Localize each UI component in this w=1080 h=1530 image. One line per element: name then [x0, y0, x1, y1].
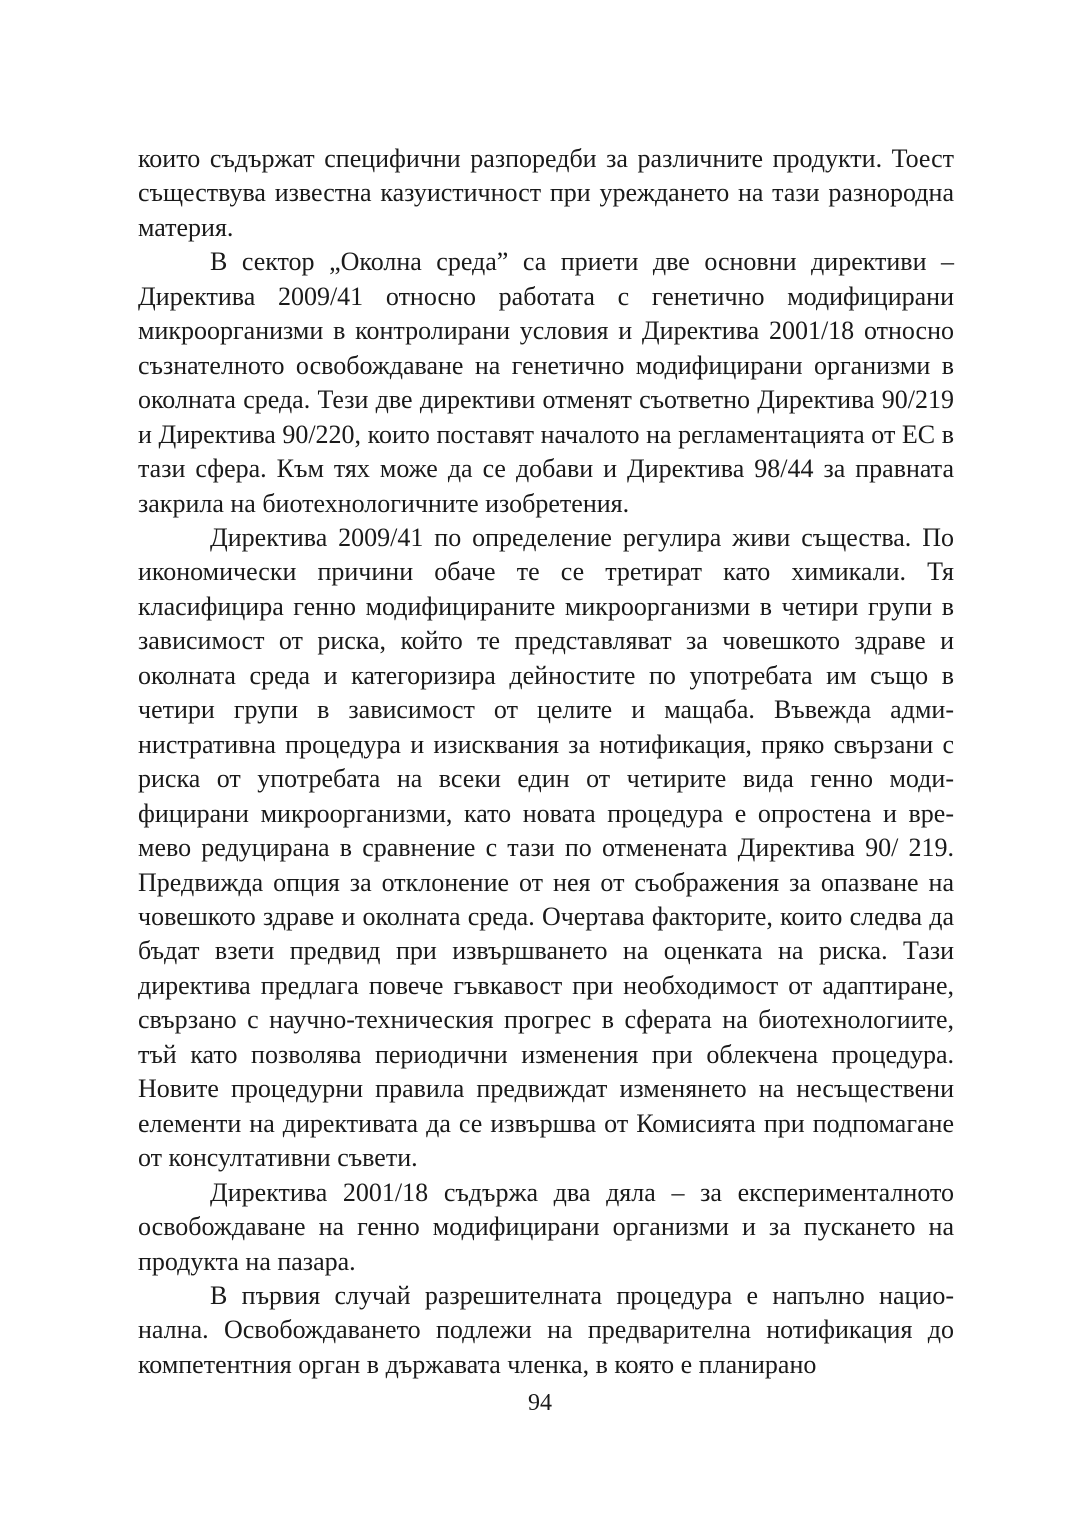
paragraph-first-case: В първия случай разрешителната процедура е напълно национална. Освобождаването подлежи на предварителна нотификация до компетентния орган в държавата членка, в която е планирано	[138, 1280, 954, 1379]
document-body	[138, 142, 954, 1382]
page-number: 94	[528, 1390, 552, 1416]
paragraph-environment-sector: В сектор „Околна среда” са приети две основни директиви – Директива 2009/41 относно работата с генетично модифицирани микроорганизми в контролирани условия и Директива 2001/18 относно съзнателното освобождаване на генетично модифицирани организми в околната среда. Тези две директиви отменят съответно Директива 90/219 и Директива 90/220, които поставят началото на регламентацията от ЕС в тази сфера. Към тях може да се добави и Директива 98/44 за правната закрила на биотехнологичните изобретения.	[138, 247, 954, 518]
paragraph-continuation: които съдържат специфични разпоредби за различните продукти. Тоест съществува известна казуистичност при уреждането на тази разнородна материя.	[138, 144, 954, 242]
paragraph-directive-2001-18: Директива 2001/18 съдържа два дяла – за експерименталното освобождаване на генно модифицирани организми и за пускането на продукта на пазара.	[138, 1177, 954, 1276]
paragraph-directive-2009-41: Директива 2009/41 по определение регулира живи същества. По икономически причини обаче те се третират като химикали. Тя класифицира генно модифицираните микроорганизми в четири групи в зависимост от риска, който те представляват за човешкото здраве и околната среда и категоризира дейностите по употребата им също в четири групи в зависимост от целите и мащаба. Въвежда административна процедура и изисквания за нотификация, пряко свързани с риска от употребата на всеки един от четирите вида генно модифицирани микроорганизми, като новата процедура е опростена и времево редуцирана в сравнение с тази по отменената Директива 90/ 219. Предвижда опция за отклонение от нея от съображения за опазване на човешкото здраве и околната среда. Очертава факторите, които следва да бъдат взети предвид при извършването на оценката на риска. Тази директива предлага повече гъвкавост при необходимост от адаптиране, свързано с научно-техническия прогрес в сферата на биотехнологиите, тъй като позволява периодични изменения при облекчена процедура. Новите процедурни правила предвиждат изменянето на несъществени елементи на директивата да се извършва от Комисията при подпомагане от консултативни съвети.	[138, 522, 954, 1173]
